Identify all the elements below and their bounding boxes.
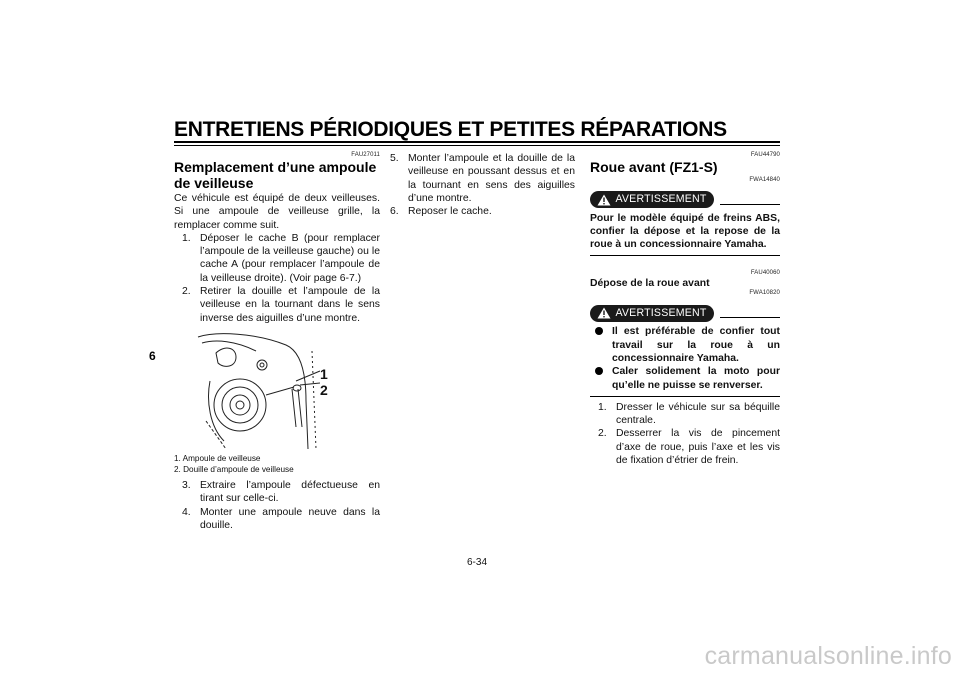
- chapter-tab: 6: [149, 349, 156, 363]
- step-list: [390, 152, 575, 218]
- header-rule-thin: [174, 145, 780, 146]
- bullet-icon: [595, 327, 603, 335]
- step-number: 2.: [182, 286, 191, 298]
- step-number: 1.: [598, 401, 607, 413]
- step-text: Monter une ampoule neuve dans la douille.: [200, 506, 380, 531]
- warning-bullet-list: [590, 325, 780, 391]
- warning-block: [590, 303, 780, 396]
- step-number: 6.: [390, 206, 399, 218]
- step-text: Déposer le cache B (pour remplacer l’ampoule de la veilleuse gauche) ou le cache A (pour remplacer l’ampoule de la veilleuse droite). (Voir page 6-7.): [200, 232, 380, 284]
- intro-paragraph: Ce véhicule est équipé de deux veilleuses. Si une ampoule de veilleuse grille, la remplacer comme suit.: [174, 193, 380, 231]
- step-number: 5.: [390, 153, 399, 164]
- bulb-illustration: [196, 331, 328, 451]
- step-item: [598, 427, 780, 467]
- step-number: 3.: [182, 479, 191, 491]
- step-text: Extraire l’ampoule défectueuse en tirant sur celle-ci.: [200, 479, 380, 505]
- figure-caption: [174, 453, 380, 475]
- step-list: [174, 232, 380, 325]
- warning-header: [590, 190, 780, 210]
- section-heading: Roue avant (FZ1-S): [590, 159, 718, 175]
- step-item: [182, 232, 380, 285]
- warning-triangle-icon: [597, 307, 611, 319]
- warning-label: AVERTISSEMENT: [615, 306, 707, 319]
- figure-label-2: 2: [320, 381, 328, 398]
- bullet-icon: [595, 367, 603, 375]
- warning-block: [590, 190, 780, 257]
- bullet-text: Il est préférable de confier tout travail sur la roue à un concessionnaire Yamaha.: [612, 326, 780, 364]
- step-number: 2.: [598, 428, 607, 440]
- step-item: [390, 205, 575, 218]
- step-text: Dresser le véhicule sur sa béquille centrale.: [616, 401, 780, 427]
- warning-badge: [590, 305, 714, 322]
- step-item: [390, 152, 575, 205]
- section-heading-line1: Remplacement d’une ampoule: [174, 159, 377, 175]
- step-text: Desserrer la vis de pincement d’axe de roue, puis l’axe et les vis de fixation d’étrier de frein.: [616, 428, 780, 467]
- warning-bullet: [592, 325, 780, 365]
- column-middle: [390, 152, 575, 218]
- warning-rule: [720, 317, 780, 318]
- watermark: carmanualsonline.info: [704, 642, 952, 670]
- step-text: Monter l’ampoule et la douille de la veilleuse en poussant dessus et en la tournant en sens des aiguilles d’une montre.: [408, 153, 575, 204]
- step-item: [182, 479, 380, 506]
- step-item: [182, 285, 380, 325]
- warning-text: Pour le modèle équipé de freins ABS, confier la dépose et la repose de la roue à un concessionnaire Yamaha.: [590, 212, 780, 251]
- bulb-illustration-drawing: [196, 331, 324, 451]
- warning-header: [590, 303, 780, 323]
- warning-badge: [590, 191, 714, 208]
- column-right: [590, 152, 780, 467]
- column-left: [174, 152, 380, 532]
- warning-code: FWA14840: [749, 176, 780, 183]
- bullet-text: Caler solidement la moto pour qu’elle ne puisse se renverser.: [612, 366, 780, 391]
- step-text: Reposer le cache.: [408, 206, 492, 218]
- header-rule: [174, 141, 780, 143]
- warning-label: AVERTISSEMENT: [615, 192, 707, 205]
- warning-bullet: [592, 365, 780, 392]
- step-text: Retirer la douille et l’ampoule de la veilleuse en la tournant dans le sens inverse des aiguilles d’une montre.: [200, 286, 380, 324]
- step-item: [598, 401, 780, 428]
- subsection-heading: Dépose de la roue avant: [590, 278, 710, 290]
- figure-label-1: 1: [320, 365, 328, 382]
- section-code: FAU40060: [750, 270, 780, 277]
- page-number: 6-34: [467, 557, 488, 568]
- warning-code: FWA10820: [749, 290, 780, 297]
- caption-item: 2. Douille d’ampoule de veilleuse: [174, 464, 294, 474]
- section-heading: [174, 160, 380, 191]
- step-item: [182, 506, 380, 533]
- section-code: FAU27011: [351, 152, 380, 158]
- page-header-title: ENTRETIENS PÉRIODIQUES ET PETITES RÉPARATIONS: [174, 118, 727, 141]
- step-number: 1.: [182, 232, 191, 244]
- section-heading-line2: de veilleuse: [174, 174, 254, 191]
- warning-rule: [720, 204, 780, 205]
- step-number: 4.: [182, 506, 191, 518]
- step-list: [174, 479, 380, 532]
- warning-triangle-icon: [597, 194, 611, 206]
- caption-item: 1. Ampoule de veilleuse: [174, 453, 261, 463]
- section-code: FAU44790: [750, 152, 780, 158]
- step-list: [590, 401, 780, 467]
